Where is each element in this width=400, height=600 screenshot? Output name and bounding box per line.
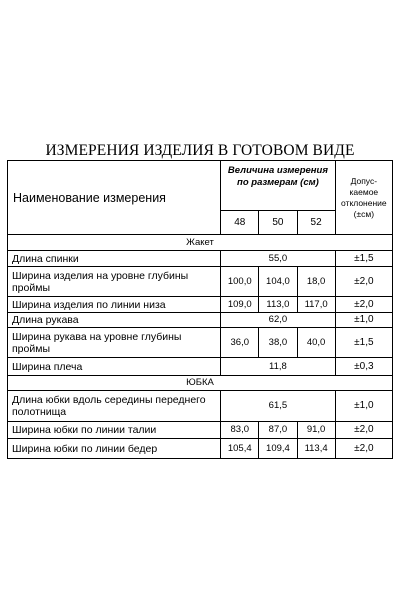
header-name: Наименование измерения [13,190,166,205]
header-value-line1: Величина измерения [227,165,328,176]
size-48: 48 [221,211,259,235]
measurement-value: 61,5 [221,391,336,422]
tolerance-value: ±2,0 [335,439,392,459]
measurement-name: Длина юбки вдоль середины переднего полотнища [8,391,221,422]
tolerance-value: ±1,0 [335,391,392,422]
measurement-value-48: 83,0 [221,422,259,439]
document-title: ИЗМЕРЕНИЯ ИЗДЕЛИЯ В ГОТОВОМ ВИДЕ [45,142,355,159]
table-row [8,313,393,328]
measurement-name: Ширина изделия на уровне глубины проймы [8,267,221,297]
header-row [8,161,393,211]
measurement-value-50: 109,4 [259,439,297,459]
section-row [8,235,393,251]
tolerance-value: ±2,0 [335,297,392,313]
measurement-value-52: 117,0 [297,297,335,313]
section-row [8,376,393,391]
tolerance-value: ±2,0 [335,422,392,439]
tolerance-value: ±1,0 [335,313,392,328]
measurement-value-50: 113,0 [259,297,297,313]
table-row [8,391,393,422]
tolerance-value: ±1,5 [335,251,392,267]
measurement-value: 62,0 [221,313,336,328]
measurement-name: Длина спинки [8,251,221,267]
measurement-value-48: 100,0 [221,267,259,297]
measurement-value: 55,0 [221,251,336,267]
measurement-value-52: 18,0 [297,267,335,297]
measurement-name: Длина рукава [8,313,221,328]
measurement-name: Ширина изделия по линии низа [8,297,221,313]
header-tol-line1: Допус- [350,175,378,186]
table-row [8,422,393,439]
table-body [8,161,393,459]
measurement-value-52: 113,4 [297,439,335,459]
measurement-value-52: 91,0 [297,422,335,439]
measurement-value-48: 105,4 [221,439,259,459]
tolerance-value: ±2,0 [335,267,392,297]
measurement-value-52: 40,0 [297,328,335,358]
measurements-table [7,160,393,459]
measurement-name: Ширина юбки по линии бедер [8,439,221,459]
table-row [8,439,393,459]
section-title: ЮБКА [8,376,393,391]
measurement-value-48: 109,0 [221,297,259,313]
tolerance-value: ±0,3 [335,358,392,376]
section-title: Жакет [8,235,393,251]
header-value-cell [221,161,336,211]
measurement-value-48: 36,0 [221,328,259,358]
table-row [8,267,393,297]
measurement-value-50: 87,0 [259,422,297,439]
measurement-value-50: 38,0 [259,328,297,358]
measurement-value-50: 104,0 [259,267,297,297]
header-name-cell [8,161,221,235]
measurement-name: Ширина юбки по линии талии [8,422,221,439]
header-tol-line3: отклонение [341,197,387,208]
header-tol-line2: каемое [349,186,379,197]
measurement-name: Ширина плеча [8,358,221,376]
measurement-name: Ширина рукава на уровне глубины проймы [8,328,221,358]
size-52: 52 [297,211,335,235]
size-50: 50 [259,211,297,235]
tolerance-value: ±1,5 [335,328,392,358]
header-tolerance-cell [335,161,392,235]
measurement-value: 11,8 [221,358,336,376]
table-row [8,297,393,313]
header-tol-line4: (±см) [353,208,375,219]
table-row [8,251,393,267]
header-value-line2: по размерам (см) [237,177,319,188]
table-row [8,328,393,358]
table-row [8,358,393,376]
